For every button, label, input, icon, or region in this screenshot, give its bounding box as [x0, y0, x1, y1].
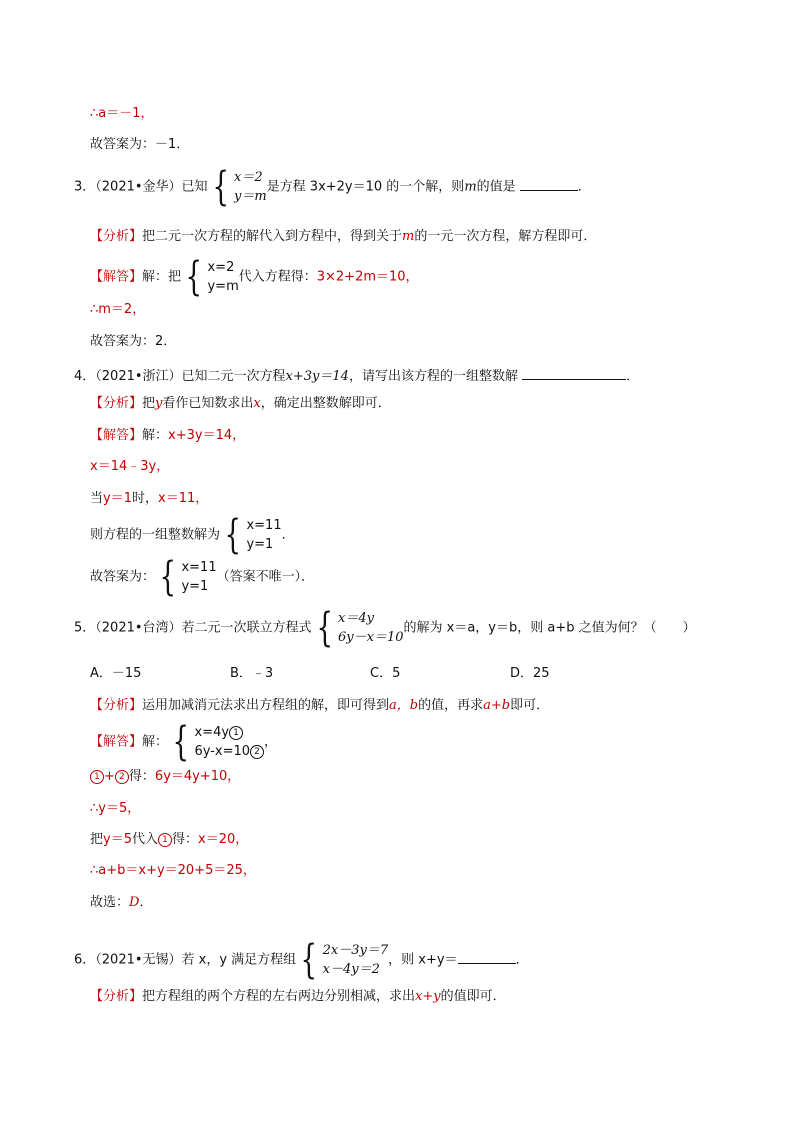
- final-answer-line: [90, 895, 152, 911]
- equation-system: [323, 941, 389, 979]
- system-line-1: x=11: [246, 518, 282, 533]
- brace: {: [185, 254, 203, 300]
- question-source: （2021•金华）已知: [95, 179, 208, 195]
- answer-line: 故答案为：－1．: [90, 137, 190, 152]
- circled-one: 1: [158, 833, 172, 847]
- question-text: ，则 x+y＝: [388, 952, 458, 968]
- final-text: 故答案为：: [90, 569, 156, 585]
- system-line-1: x=11: [181, 560, 217, 575]
- question-source: （2021•无锡）若 x，y 满足方程组: [95, 952, 297, 968]
- system-line-2: y=m: [207, 279, 239, 294]
- analysis-line: [90, 989, 506, 1005]
- step-line-2: [90, 491, 208, 507]
- brace: {: [224, 512, 242, 558]
- option-c: C．5: [370, 666, 401, 681]
- analysis-text-mid: 看作已知数求出: [162, 396, 254, 411]
- circled-one: 1: [90, 770, 104, 784]
- analysis-text: 运用加减消元法求出方程组的解，即可得到: [142, 698, 390, 713]
- system-line-1: 2x－3y＝7: [322, 943, 389, 958]
- equation-system: [234, 168, 267, 206]
- analysis-text-end: 即可．: [510, 698, 550, 713]
- question-end: ．: [515, 952, 529, 968]
- analysis-line: [90, 229, 596, 245]
- step-text: 得：: [128, 769, 155, 784]
- analysis-tag: 【分析】: [90, 396, 143, 411]
- step-text-mid: 代入: [131, 832, 158, 847]
- solution-text: 解：: [142, 428, 169, 443]
- analysis-text-mid: 的值，再求: [418, 698, 484, 713]
- analysis-line: [90, 396, 391, 412]
- question-end: ．: [577, 179, 591, 195]
- solution-text: 解：: [142, 734, 169, 750]
- step-line: [90, 769, 240, 785]
- question-text-tail: 的值是: [476, 179, 516, 195]
- step-equation: 6y＝4y+10，: [154, 769, 241, 784]
- step-line: x＝14﹣3y，: [90, 459, 170, 474]
- brace: {: [316, 605, 333, 651]
- equation-system: [246, 516, 281, 554]
- question-3: [74, 164, 591, 210]
- brace: {: [300, 937, 318, 983]
- system-line-2: y=1: [181, 579, 209, 594]
- final-answer-line: [90, 554, 315, 600]
- equation-system: [181, 558, 216, 596]
- brace: {: [212, 164, 229, 210]
- step-text: 当: [90, 491, 104, 506]
- analysis-text-end: 的一元一次方程，解方程即可．: [414, 229, 597, 244]
- step-text: 则方程的一组整数解为: [90, 527, 221, 543]
- system-line-2: y=1: [246, 537, 274, 552]
- solution-end: ，: [264, 734, 278, 750]
- equation-system: [207, 258, 238, 296]
- step-line-3: [90, 832, 248, 848]
- circled-two: 2: [115, 770, 129, 784]
- solution-text-mid: 代入方程得：: [238, 269, 317, 285]
- question-text: 的解为 x＝a，y＝b，则 a+b 之值为何？（ ）: [403, 620, 696, 636]
- final-text: 故选：: [90, 895, 130, 910]
- final-choice: D: [129, 895, 140, 910]
- option-b: B．﹣3: [230, 666, 274, 681]
- answer-blank: [520, 178, 578, 191]
- equation-system: [194, 723, 264, 761]
- system-line-1: x=2: [207, 260, 235, 275]
- system-line-1: [194, 723, 264, 742]
- equation-1: x=4y: [194, 725, 230, 740]
- plus-sign: +: [104, 769, 115, 784]
- question-number: 5．: [74, 620, 96, 636]
- question-number: 3．: [74, 179, 96, 195]
- question-5: [74, 605, 696, 651]
- solution-tag: 【解答】: [90, 428, 143, 443]
- step-value: y＝5: [103, 832, 132, 847]
- analysis-expression: a+b: [483, 698, 511, 713]
- final-answer-line: 故答案为：2．: [90, 334, 177, 349]
- solution-tag: 【解答】: [90, 269, 143, 285]
- step-text-mid: 时，: [131, 491, 158, 506]
- solution-tag: 【解答】: [90, 734, 143, 750]
- analysis-variables: a，b: [389, 698, 419, 713]
- circled-one: 1: [229, 726, 243, 740]
- step-result: x＝11，: [158, 491, 209, 506]
- analysis-variable-y: y: [155, 396, 163, 411]
- step-line-2: ∴y＝5，: [90, 801, 141, 816]
- step-line: ∴m＝2，: [90, 302, 146, 317]
- analysis-expression: x+y: [415, 989, 441, 1004]
- equation-2: 6y-x=10: [194, 744, 251, 759]
- question-text: ，请写出该方程的一组整数解: [348, 369, 518, 384]
- final-end: ．: [139, 895, 153, 910]
- circled-two: 2: [250, 745, 264, 759]
- step-value: y＝1: [103, 491, 132, 506]
- question-equation: x+3y＝14: [285, 369, 349, 384]
- analysis-text: 把二元一次方程的解代入到方程中，得到关于: [142, 229, 403, 244]
- solution-equation: 3×2+2m＝10，: [316, 269, 419, 285]
- analysis-text-end: ，确定出整数解即可．: [260, 396, 391, 411]
- question-end: ．: [626, 369, 640, 384]
- step-line-4: ∴a+b＝x+y＝20+5＝25，: [90, 863, 256, 878]
- result-a-line: ∴a＝－1，: [90, 106, 154, 121]
- brace: {: [159, 554, 177, 600]
- options-row: [90, 666, 650, 682]
- system-line-2: x－4y＝2: [322, 962, 380, 977]
- question-text: 是方程 3x+2y＝10 的一个解，则: [266, 179, 465, 195]
- question-number: 4．: [74, 369, 96, 384]
- solution-line: [90, 719, 278, 765]
- final-note: （答案不唯一）．: [216, 569, 315, 585]
- system-line-2: y＝m: [234, 189, 267, 204]
- equation-system: [338, 609, 404, 647]
- step-end: ．: [281, 527, 295, 543]
- brace: {: [172, 719, 190, 765]
- question-source: （2021•浙江）已知二元一次方程: [95, 369, 286, 384]
- system-line-2: 6y－x＝10: [338, 630, 404, 645]
- option-a: A．－15: [90, 666, 142, 681]
- solution-text: 解：把: [142, 269, 182, 285]
- question-number: 6．: [74, 952, 96, 968]
- solution-line: [90, 254, 419, 300]
- analysis-variable: m: [402, 229, 415, 244]
- system-line-1: x＝4y: [338, 611, 374, 626]
- step-line-3: [90, 512, 295, 558]
- step-text-2: 得：: [172, 832, 199, 847]
- question-6: [74, 937, 529, 983]
- analysis-tag: 【分析】: [90, 989, 143, 1004]
- system-line-2: [194, 742, 264, 761]
- system-line-1: x＝2: [234, 170, 263, 185]
- analysis-tag: 【分析】: [90, 698, 143, 713]
- solution-equation: x+3y＝14，: [168, 428, 246, 443]
- answer-blank: [522, 367, 626, 380]
- analysis-line: [90, 698, 549, 714]
- analysis-text-end: 的值即可．: [440, 989, 506, 1004]
- analysis-tag: 【分析】: [90, 229, 143, 244]
- analysis-text: 把: [142, 396, 156, 411]
- answer-blank: [458, 951, 516, 964]
- option-d: D．25: [510, 666, 550, 681]
- question-source: （2021•台湾）若二元一次联立方程式: [95, 620, 312, 636]
- analysis-variable-x: x: [253, 396, 261, 411]
- step-text: 把: [90, 832, 104, 847]
- variable-m: m: [464, 179, 477, 195]
- question-4: [74, 367, 639, 385]
- solution-line: [90, 428, 245, 444]
- step-result: x＝20，: [198, 832, 249, 847]
- analysis-text: 把方程组的两个方程的左右两边分别相减，求出: [142, 989, 416, 1004]
